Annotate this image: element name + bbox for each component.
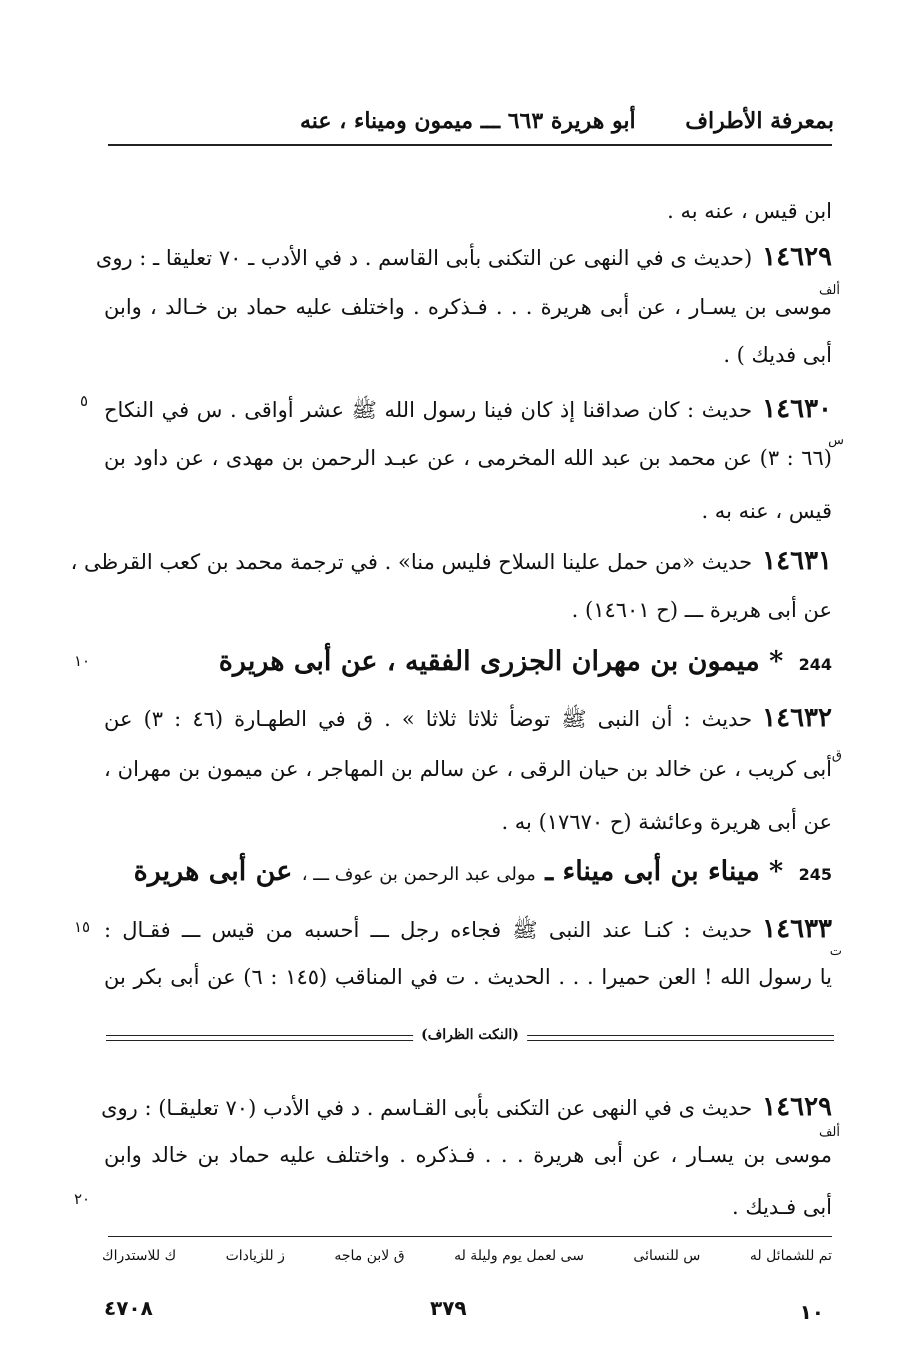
hadith-number: ١٤٦٢٩ <box>762 242 832 272</box>
line-text: (حديث ى في النهى عن التكنى بأبى القاسم . د في الأدب ـ ٧٠ تعليقا ـ : روى <box>95 246 753 270</box>
line-text: حديث : كنـا عند النبى ﷺ فجاءه رجل ـــ أحسبه من قيس ـــ فقـال : <box>104 918 753 942</box>
line-text: ابن قيس ، عنه به . <box>667 199 832 223</box>
header-rule <box>108 144 832 146</box>
section-number: 244 <box>798 655 832 674</box>
header-book-title: بمعرفة الأطراف <box>685 108 834 134</box>
text-line <box>667 196 832 226</box>
hadith-number: ١٤٦٢٩ <box>762 1092 832 1122</box>
line-text: حديث «من حمل علينا السلاح فليس منا» . في ترجمة محمد بن كعب القرظى ، <box>70 550 753 574</box>
abbreviation-item: ز للزيادات <box>225 1248 285 1264</box>
text-line <box>104 292 832 322</box>
siglum-alif-notes: ألف <box>818 1125 840 1140</box>
line-text: أبى كريب ، عن خالد بن حيان الرقى ، عن سالم بن المهاجر ، عن ميمون بن مهران ، <box>104 757 832 781</box>
section-subtitle: مولى عبد الرحمن بن عوف ـــ ، <box>301 864 536 885</box>
abbreviation-item: ك للاستدراك <box>102 1248 177 1264</box>
margin-line-number: ١٥ <box>74 918 91 936</box>
header-section-title: أبو هريرة ٦٦٣ ـــ ميمون وميناء ، عنه <box>300 108 636 134</box>
line-text: أبى فـديك . <box>732 1195 832 1219</box>
line-text: أبى فديك ) . <box>723 343 832 367</box>
text-line <box>572 595 832 625</box>
text-line <box>104 754 832 784</box>
text-line <box>701 496 832 526</box>
abbreviation-item: تم للشمائل له <box>749 1248 832 1264</box>
abbreviation-item: سى لعمل يوم وليلة له <box>454 1248 584 1264</box>
abbreviation-item: س للنسائى <box>633 1248 701 1264</box>
text-line <box>104 443 832 473</box>
hadith-entry-line <box>104 394 832 425</box>
text-line <box>723 340 832 370</box>
text-line <box>501 807 832 837</box>
line-text: موسى بن يسـار ، عن أبى هريرة . . . فـذكره . واختلف عليه حماد بن خالد وابن <box>104 1143 832 1167</box>
siglum-ta: ت <box>829 944 842 959</box>
siglum-qaf: ق <box>831 748 842 763</box>
hadith-entry-line <box>104 703 832 734</box>
siglum-alif: ألف <box>818 283 840 298</box>
margin-line-number: ٢٠ <box>74 1190 91 1208</box>
hadith-number: ١٤٦٣٢ <box>762 703 832 733</box>
footer-rule <box>108 1236 832 1237</box>
footer-continuous-number: ٤٧٠٨ <box>104 1296 153 1320</box>
abbreviation-key <box>102 1248 832 1264</box>
section-number: 245 <box>798 865 832 884</box>
line-text: حديث : كان صداقنا إذ كان فينا رسول الله ﷺ عشر أواقى . س في النكاح <box>104 398 753 422</box>
footer-volume-number: ١٠ <box>799 1300 824 1324</box>
margin-line-number: ٥ <box>80 392 89 410</box>
footer-page-number: ٣٧٩ <box>430 1296 467 1320</box>
section-title-tail: عن أبى هريرة <box>133 856 293 887</box>
section-title: * ميناء بن أبى ميناء ـ <box>545 856 784 887</box>
line-text: حديث ى في النهى عن التكنى بأبى القـاسم . د في الأدب (٧٠ تعليقـا) : روى <box>101 1096 753 1120</box>
text-line <box>104 962 832 992</box>
section-title: * ميمون بن مهران الجزرى الفقيه ، عن أبى هريرة <box>218 646 784 677</box>
line-text: يا رسول الله ! العن حميرا . . . الحديث . ت في المناقب (١٤٥ : ٦) عن أبى بكر بن <box>104 965 832 989</box>
line-text: قيس ، عنه به . <box>701 499 832 523</box>
section-heading-244 <box>92 646 832 677</box>
hadith-entry-line <box>101 1092 832 1123</box>
text-line <box>104 1140 832 1170</box>
hadith-number: ١٤٦٣٠ <box>762 394 832 424</box>
line-text: عن أبى هريرة وعائشة (ح ١٧٦٧٠) به . <box>501 810 832 834</box>
notes-separator <box>106 1027 834 1049</box>
section-heading-245 <box>92 856 832 887</box>
siglum-sin: س <box>828 433 844 448</box>
hadith-entry-line <box>70 546 832 577</box>
line-text: عن أبى هريرة ـــ (ح ١٤٦٠١) . <box>571 598 832 622</box>
line-text: موسى بن يسـار ، عن أبى هريرة . . . فـذكره . واختلف عليه حماد بن خـالد ، وابن <box>104 295 832 319</box>
hadith-number: ١٤٦٣٣ <box>762 914 832 944</box>
hadith-entry-line <box>95 242 832 273</box>
hadith-entry-line <box>104 914 832 945</box>
line-text: حديث : أن النبى ﷺ توضأ ثلاثا ثلاثا » . ق في الطهـارة (٤٦ : ٣) عن <box>104 707 753 731</box>
margin-line-number: ١٠ <box>74 652 91 670</box>
abbreviation-item: ق لابن ماجه <box>334 1248 405 1264</box>
hadith-number: ١٤٦٣١ <box>762 546 832 576</box>
line-text: (٦٦ : ٣) عن محمد بن عبد الله المخرمى ، عن عبـد الرحمن بن مهدى ، عن داود بن <box>104 446 832 470</box>
notes-title: (النكت الظراف) <box>413 1027 527 1043</box>
text-line <box>732 1192 832 1222</box>
